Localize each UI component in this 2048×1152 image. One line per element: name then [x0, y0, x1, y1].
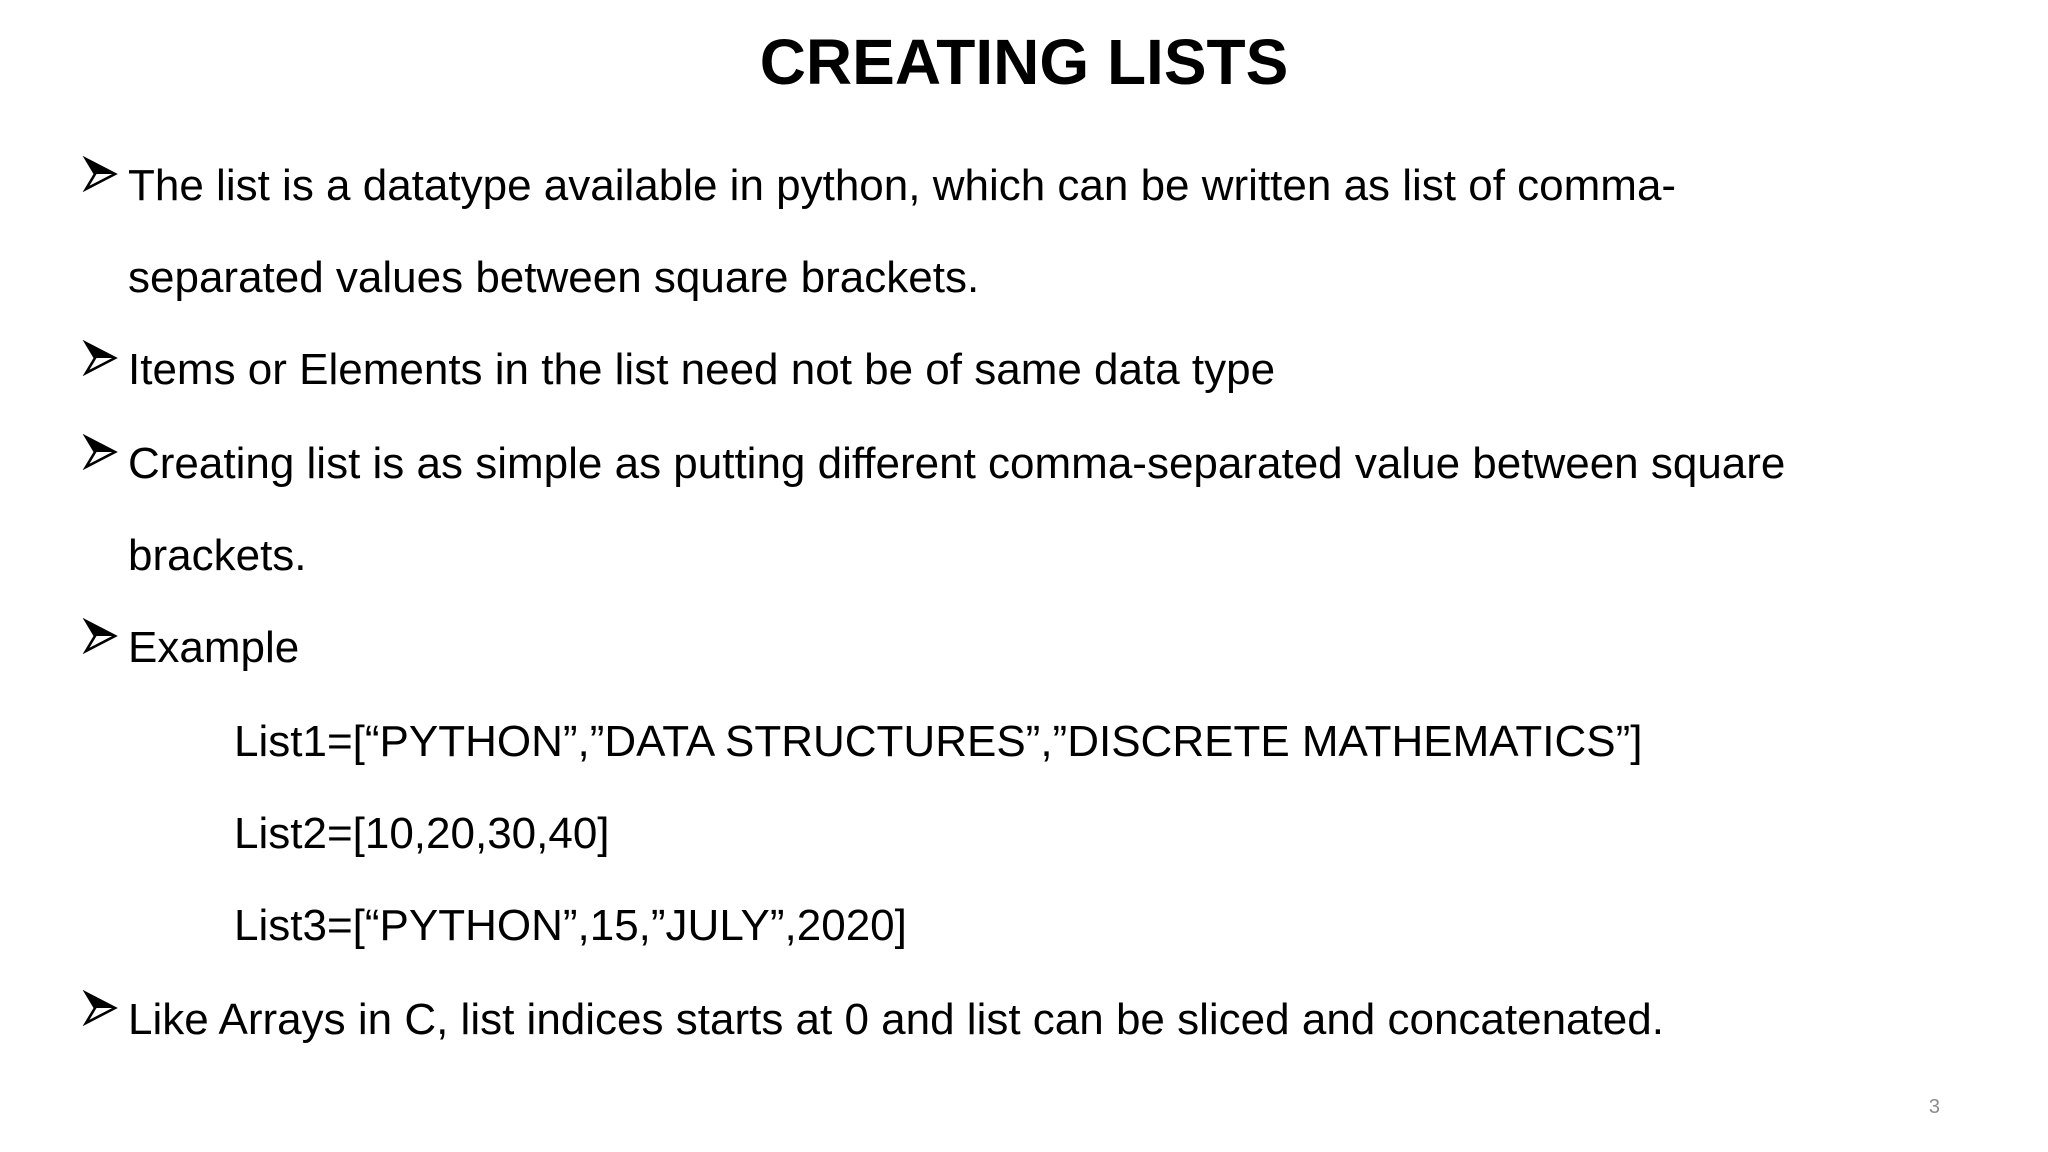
bullet-4-line-1: Example — [128, 623, 300, 672]
arrow-bullet-icon — [82, 156, 118, 192]
slide-title: CREATING LISTS — [759, 26, 1289, 98]
bullet-1-line-2: separated values between square brackets. — [128, 253, 980, 302]
arrow-bullet-icon — [82, 990, 118, 1026]
example-list3: List3=[“PYTHON”,15,”JULY”,2020] — [234, 901, 907, 950]
arrow-bullet-icon — [82, 434, 118, 470]
page-number: 3 — [1928, 1096, 1940, 1118]
arrow-bullet-icon — [82, 340, 118, 376]
bullet-1-line-1: The list is a datatype available in python, which can be written as list of comma- — [128, 161, 1677, 210]
example-list1: List1=[“PYTHON”,”DATA STRUCTURES”,”DISCRETE MATHEMATICS”] — [234, 717, 1643, 766]
example-list2: List2=[10,20,30,40] — [234, 809, 610, 858]
bullet-3-line-2: brackets. — [128, 531, 307, 580]
bullet-3-line-1: Creating list is as simple as putting different comma-separated value between square — [128, 439, 1786, 488]
bullet-2-line-1: Items or Elements in the list need not be of same data type — [128, 345, 1276, 394]
arrow-bullet-icon — [82, 618, 118, 654]
bullet-5-line-1: Like Arrays in C, list indices starts at 0 and list can be sliced and concatenated. — [128, 995, 1664, 1044]
